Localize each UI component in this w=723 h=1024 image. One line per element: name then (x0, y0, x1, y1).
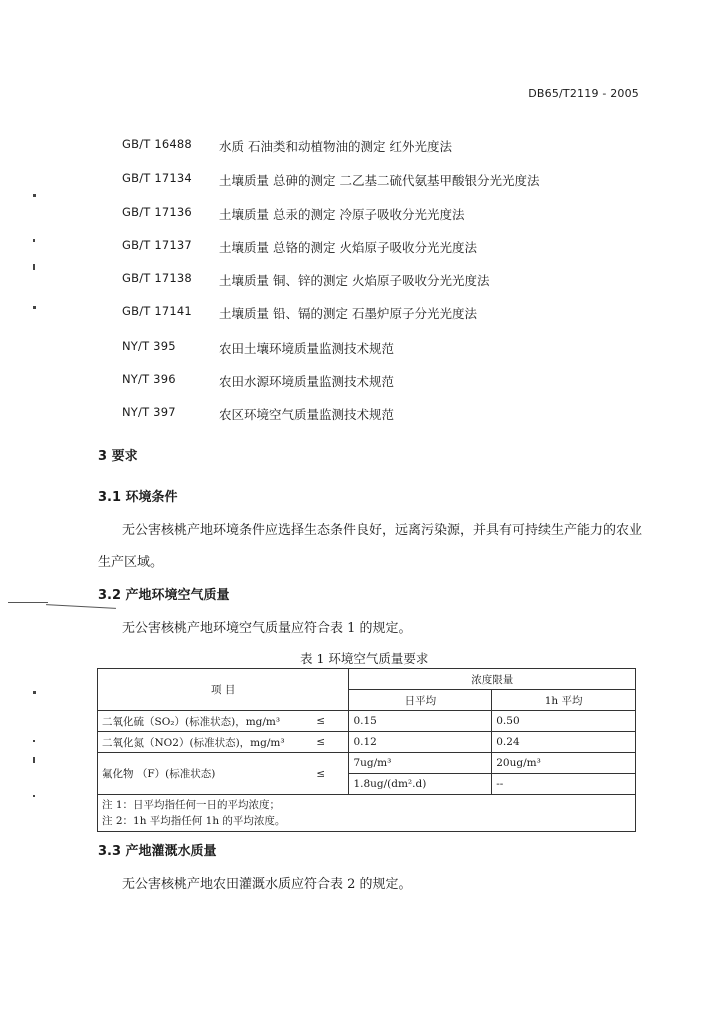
table-note: 注 1：日平均指任何一日的平均浓度； (102, 799, 281, 811)
daily-value-cell: 0.12 (349, 732, 492, 753)
table-note: 注 2：1h 平均指任何 1h 的平均浓度。 (102, 815, 286, 827)
paragraph-line: 生产区域。 (98, 555, 164, 570)
operator-cell: ≤ (293, 732, 349, 753)
scan-speck (33, 795, 35, 797)
standard-code: NY/T 397 (122, 405, 176, 419)
standard-code: GB/T 17134 (122, 171, 192, 185)
standard-title: 水质 石油类和动植物油的测定 红外光度法 (219, 139, 452, 154)
standard-code: GB/T 17138 (122, 271, 192, 285)
scan-speck (33, 740, 35, 742)
paragraph-line: 无公害核桃产地农田灌溉水质应符合表 2 的规定。 (122, 877, 412, 892)
hourly-value-cell: 20ug/m³ (492, 753, 636, 774)
standard-title: 土壤质量 铜、锌的测定 火焰原子吸收分光光度法 (219, 273, 490, 288)
standard-title: 农区环境空气质量监测技术规范 (219, 407, 395, 422)
hourly-value-cell: -- (492, 774, 636, 795)
scan-speck (33, 757, 35, 763)
scan-speck (33, 239, 35, 242)
header-daily-cell: 日平均 (349, 690, 492, 711)
table-caption: 表 1 环境空气质量要求 (300, 651, 429, 666)
section-heading: 3.1 环境条件 (98, 490, 178, 505)
standard-title: 农田水源环境质量监测技术规范 (219, 374, 395, 389)
standard-title: 土壤质量 总汞的测定 冷原子吸收分光光度法 (219, 207, 465, 222)
scan-speck (33, 194, 36, 197)
note-cell (98, 795, 636, 832)
hourly-value-cell: 0.24 (492, 732, 636, 753)
header-hourly-cell: 1h 平均 (492, 690, 636, 711)
standard-code: NY/T 395 (122, 339, 176, 353)
paragraph-line: 无公害核桃产地环境空气质量应符合表 1 的规定。 (122, 621, 412, 636)
standard-title: 土壤质量 总砷的测定 二乙基二硫代氨基甲酸银分光光度法 (219, 173, 540, 188)
standard-code: GB/T 17141 (122, 304, 192, 318)
standard-title: 农田土壤环境质量监测技术规范 (219, 341, 395, 356)
air-quality-table (97, 668, 636, 832)
header-item-cell: 项 目 (98, 669, 349, 711)
scan-line (8, 602, 48, 603)
daily-value-cell: 0.15 (349, 711, 492, 732)
table-header-row (98, 669, 636, 690)
daily-value-cell: 7ug/m³ (349, 753, 492, 774)
standard-title: 土壤质量 铅、镉的测定 石墨炉原子分光光度法 (219, 306, 477, 321)
scan-speck (33, 264, 35, 270)
scan-speck (33, 306, 36, 309)
document-code: DB65/T2119 - 2005 (528, 87, 639, 100)
standard-title: 土壤质量 总铬的测定 火焰原子吸收分光光度法 (219, 240, 477, 255)
item-cell: 氟化物 （F）(标准状态) (98, 753, 294, 795)
section-heading: 3.3 产地灌溉水质量 (98, 844, 217, 859)
standard-code: GB/T 16488 (122, 137, 192, 151)
operator-cell: ≤ (293, 753, 349, 795)
item-cell: 二氧化硫（SO₂）(标准状态)，mg/m³ (98, 711, 294, 732)
operator-cell: ≤ (293, 711, 349, 732)
item-cell: 二氧化氮（NO2）(标准状态)，mg/m³ (98, 732, 294, 753)
table-row (98, 711, 636, 732)
table-row (98, 753, 636, 774)
paragraph-line: 无公害核桃产地环境条件应选择生态条件良好，远离污染源，并具有可持续生产能力的农业 (122, 523, 643, 538)
section-heading: 3.2 产地环境空气质量 (98, 588, 230, 603)
table-row (98, 732, 636, 753)
section-heading: 3 要求 (98, 449, 138, 464)
scan-speck (33, 691, 36, 694)
daily-value-cell: 1.8ug/(dm².d) (349, 774, 492, 795)
header-limit-cell: 浓度限量 (349, 669, 636, 690)
standard-code: GB/T 17137 (122, 238, 192, 252)
table-note-row (98, 795, 636, 832)
standard-code: GB/T 17136 (122, 205, 192, 219)
standard-code: NY/T 396 (122, 372, 176, 386)
hourly-value-cell: 0.50 (492, 711, 636, 732)
scan-line (46, 604, 116, 609)
